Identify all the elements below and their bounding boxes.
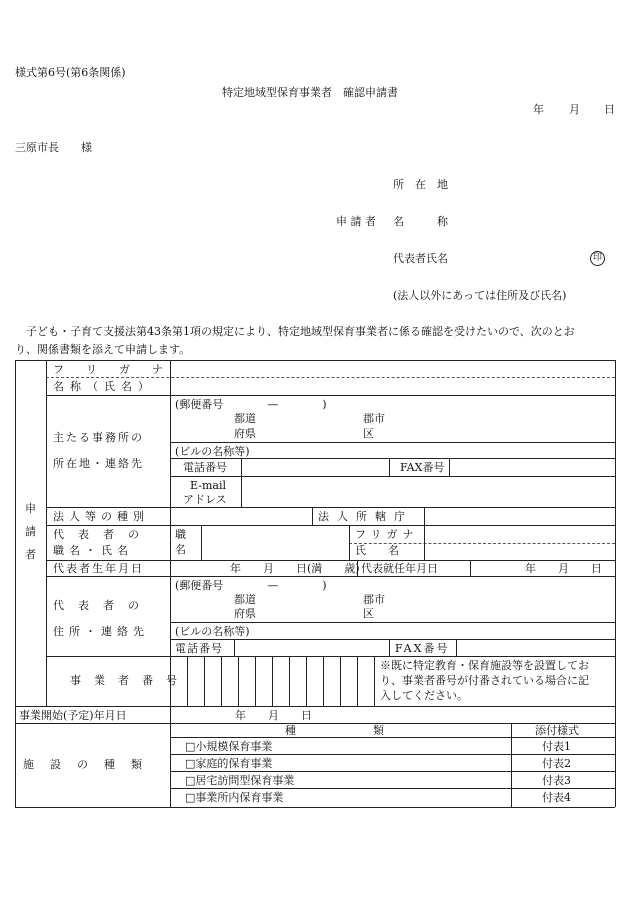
facility-kind-2[interactable]: □家庭的保育事業: [185, 757, 273, 770]
facility-attach-2: 付表2: [542, 757, 571, 770]
attach-header: 添付様式: [535, 724, 579, 737]
building-name: (ビルの名称等): [175, 445, 250, 458]
form-number: 様式第6号(第6条関係): [15, 66, 126, 79]
rep-title-label-2: 職名・氏名: [53, 544, 133, 557]
todofu-label: 都道: [234, 412, 256, 425]
date-month: 月: [569, 103, 580, 116]
applicant-label: 申 請 者: [336, 215, 376, 228]
office-label-1: 主たる事務所の: [53, 431, 144, 444]
rep-fuken-label: 府県: [234, 607, 256, 620]
email-label-2: アドレス: [183, 493, 227, 506]
date-day: 日: [604, 103, 615, 116]
rep-ku-label: 区: [363, 607, 374, 620]
addressee: 三原市長 様: [15, 141, 92, 154]
rep-gunshi-label: 郡市: [363, 593, 385, 606]
rep-start-value: 年 月 日: [525, 562, 602, 575]
intro-line-2: り、関係書類を添えて申請します。: [15, 343, 191, 356]
intro-line-1: 子ども・子育て支援法第43条第1項の規定により、特定地域型保育事業者に係る確認を受けたいので、次のとお: [15, 325, 575, 338]
date-year: 年: [533, 103, 544, 116]
page-title: 特定地域型保育事業者 確認申請書: [222, 86, 398, 99]
facility-attach-4: 付表4: [542, 791, 571, 804]
email-label-1: E-mail: [190, 479, 226, 492]
rep-building-name: (ビルの名称等): [175, 625, 250, 638]
side-label-1: 申: [25, 502, 36, 515]
shoku-label-1: 職: [175, 528, 186, 541]
side-label-3: 者: [25, 548, 36, 561]
name-label: 名称（氏名）: [53, 380, 155, 393]
gunshi-label: 郡市: [363, 412, 385, 425]
shoku-label-2: 名: [175, 543, 186, 556]
business-number-label: 事業者番号: [70, 674, 190, 687]
facility-attach-1: 付表1: [542, 740, 571, 753]
applicant-address-label: 所 在 地: [393, 178, 448, 191]
kind-header: 種 類: [285, 724, 384, 737]
seal-mark: 印: [590, 251, 605, 266]
business-note-3: 入してください。: [380, 689, 468, 702]
rep-postal-code: (郵便番号 — ): [175, 579, 327, 592]
facility-type-label: 施設の種類: [23, 758, 158, 771]
birth-value: 年 月 日(満 歳): [230, 562, 360, 575]
representative-name-label: 代表者氏名: [393, 252, 448, 265]
rep-birth-label: 代表者生年月日: [53, 562, 144, 575]
rep-addr-label-2: 住所・連絡先: [53, 625, 149, 638]
business-note-1: ※既に特定教育・保育施設等を設置してお: [380, 659, 589, 672]
side-label-2: 請: [25, 525, 36, 538]
furigana-label: フ リ ガ ナ: [53, 363, 163, 376]
fuken-label: 府県: [234, 427, 256, 440]
corp-type-label: 法人等の種別: [53, 510, 149, 523]
non-corporate-note: (法人以外にあっては住所及び氏名): [393, 289, 567, 302]
start-date-label: 事業開始(予定)年月日: [19, 709, 127, 722]
facility-kind-1[interactable]: □小規模保育事業: [185, 740, 273, 753]
facility-attach-3: 付表3: [542, 774, 571, 787]
facility-kind-3[interactable]: □居宅訪問型保育事業: [185, 774, 295, 787]
rep-fax-label: FAX番号: [395, 642, 450, 655]
rep-addr-label-1: 代表者の: [53, 599, 153, 612]
ku-label: 区: [363, 427, 374, 440]
furigana-label-2: フリガナ: [355, 528, 419, 541]
start-date-value: 年 月 日: [235, 709, 312, 722]
postal-code: (郵便番号 — ): [175, 398, 327, 411]
rep-title-label-1: 代表者の: [53, 528, 153, 541]
shimei-label: 氏 名: [355, 544, 399, 557]
rep-tel-label: 電話番号: [175, 642, 223, 655]
applicant-name-label: 名 称: [393, 215, 448, 228]
rep-todofu-label: 都道: [234, 593, 256, 606]
office-label-2: 所在地・連絡先: [53, 457, 144, 470]
business-note-2: り、事業者番号が付番されている場合に記: [380, 674, 589, 687]
corp-authority-label: 法人所轄庁: [318, 510, 413, 523]
rep-start-label: 代表就任年月日: [361, 562, 438, 575]
fax-label: FAX番号: [400, 461, 445, 474]
tel-label: 電話番号: [183, 461, 227, 474]
facility-kind-4[interactable]: □事業所内保育事業: [185, 791, 284, 804]
